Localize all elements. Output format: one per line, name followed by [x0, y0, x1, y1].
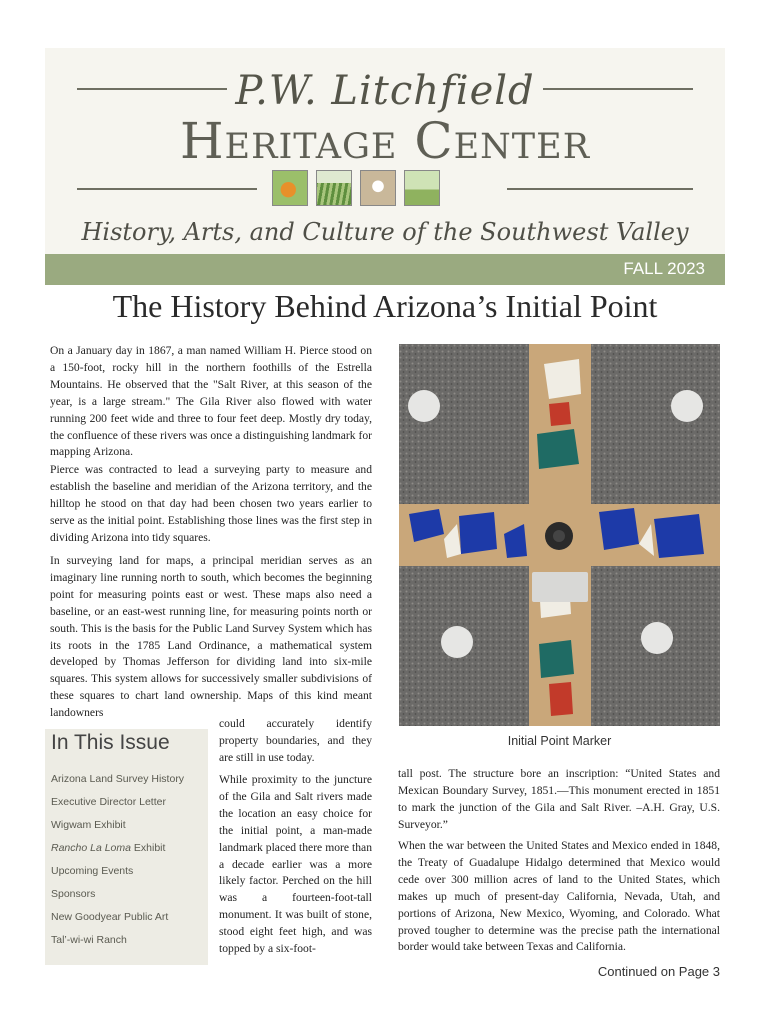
article-paragraph: Pierce was contracted to lead a surveying party to measure and establish the baseline and meridian of the Arizona territory, and the hilltop he stood on that day had been chosen two years earlier to serve as the initial point. Establishing those lines was the first step in dividing Arizona into tidy squares.: [50, 463, 372, 544]
masthead-tiles: [272, 170, 440, 206]
citrus-tile-icon: [272, 170, 308, 206]
article-paragraph: While proximity to the juncture of the Gila and Salt rivers made the location an easy choice for the initial point, a man-made landmark placed there more than a decade earlier was a more likely factor. Perched on the hill was a fourteen-foot-tall monument. It was built of stone, stood eight feet high, and was topped by a six-foot-: [219, 773, 372, 956]
survey-disk: [641, 622, 673, 654]
survey-disk: [671, 390, 703, 422]
cotton-tile-icon: [360, 170, 396, 206]
continued-link[interactable]: Continued on Page 3: [597, 964, 720, 979]
masthead-rule: [77, 188, 257, 190]
cattle-tile-icon: [404, 170, 440, 206]
sidebar-item[interactable]: Wigwam Exhibit: [51, 819, 126, 831]
masthead-rule: [507, 188, 693, 190]
issue-label: FALL 2023: [623, 259, 705, 278]
center-name-script: P.W. Litchfield: [235, 68, 535, 114]
sidebar-item[interactable]: Tal’-wi-wi Ranch: [51, 934, 127, 946]
sidebar-item-italic: Rancho La Loma: [51, 842, 131, 854]
field-tile-icon: [316, 170, 352, 206]
in-this-issue-sidebar: [45, 729, 208, 965]
article-paragraph: When the war between the United States and Mexico ended in 1848, the Treaty of Guadalupe Hidalgo determined that Mexico would cede over 300 million acres of land to the United States, which makes up much of present-day California, Nevada, Utah, and portions of Arizona, New Mexico, Wyoming, and Colorado. What proved tougher to determine was the precise path the international border would take between Texas and California.: [398, 839, 720, 954]
survey-disk: [441, 626, 473, 658]
sidebar-item-text: Exhibit: [130, 842, 166, 854]
sidebar-item[interactable]: Arizona Land Survey History: [51, 773, 185, 785]
sidebar-item[interactable]: [51, 842, 165, 854]
sidebar-item[interactable]: Sponsors: [51, 888, 96, 900]
center-name-main-text: Heritage Center: [179, 112, 591, 170]
center-name-main: [45, 112, 725, 170]
issue-bar: [45, 254, 725, 285]
article-paragraph: In surveying land for maps, a principal meridian serves as an imaginary line running north to south, which becomes the beginning point for measuring points east or west. These maps also need a baseline, or an east-west running line, for measuring points north or south. This is the basis for the Public Land Survey System which has its roots in the 1785 Land Ordinance, a mathematical system developed by Thomas Jefferson for dividing land into six-mile squares. This system allows for successively smaller subdivisions of these squares to chart land ownership. Maps of this kind meant landowners: [50, 554, 372, 720]
article-paragraph: could accurately identify property boundaries, and they are still in use today.: [219, 717, 372, 764]
sidebar-item[interactable]: Executive Director Letter: [51, 796, 166, 808]
article-paragraph: tall post. The structure bore an inscription: “United States and Mexican Boundary Survey, 1851.—This monument erected in 1851 to mark the junction of the Gila and Salt River. –A.H. Gray, U.S. Surveyor.”: [398, 767, 720, 831]
masthead-tagline: History, Arts, and Culture of the Southwest Valley: [81, 218, 689, 246]
initial-point-marker-photo: [399, 344, 720, 726]
sidebar-item[interactable]: Upcoming Events: [51, 865, 134, 877]
article-headline: The History Behind Arizona’s Initial Point: [112, 288, 658, 324]
masthead: [45, 48, 725, 254]
survey-disk: [408, 390, 440, 422]
survey-plaque: [532, 572, 588, 602]
sidebar-title: In This Issue: [51, 731, 170, 754]
sidebar-item[interactable]: New Goodyear Public Art: [51, 911, 169, 923]
article-paragraph: On a January day in 1867, a man named William H. Pierce stood on a 150-foot, rocky hill in the northern foothills of the Estrella Mountains. He observed that the "Salt River, at this season of the year, is a large stream." The Gila River also flowed with water running 200 feet wide and three to four feet deep. Mostly dry today, the confluence of these rivers was once a distinguishing landmark for mapping Arizona.: [50, 344, 372, 459]
photo-caption: Initial Point Marker: [507, 734, 612, 748]
